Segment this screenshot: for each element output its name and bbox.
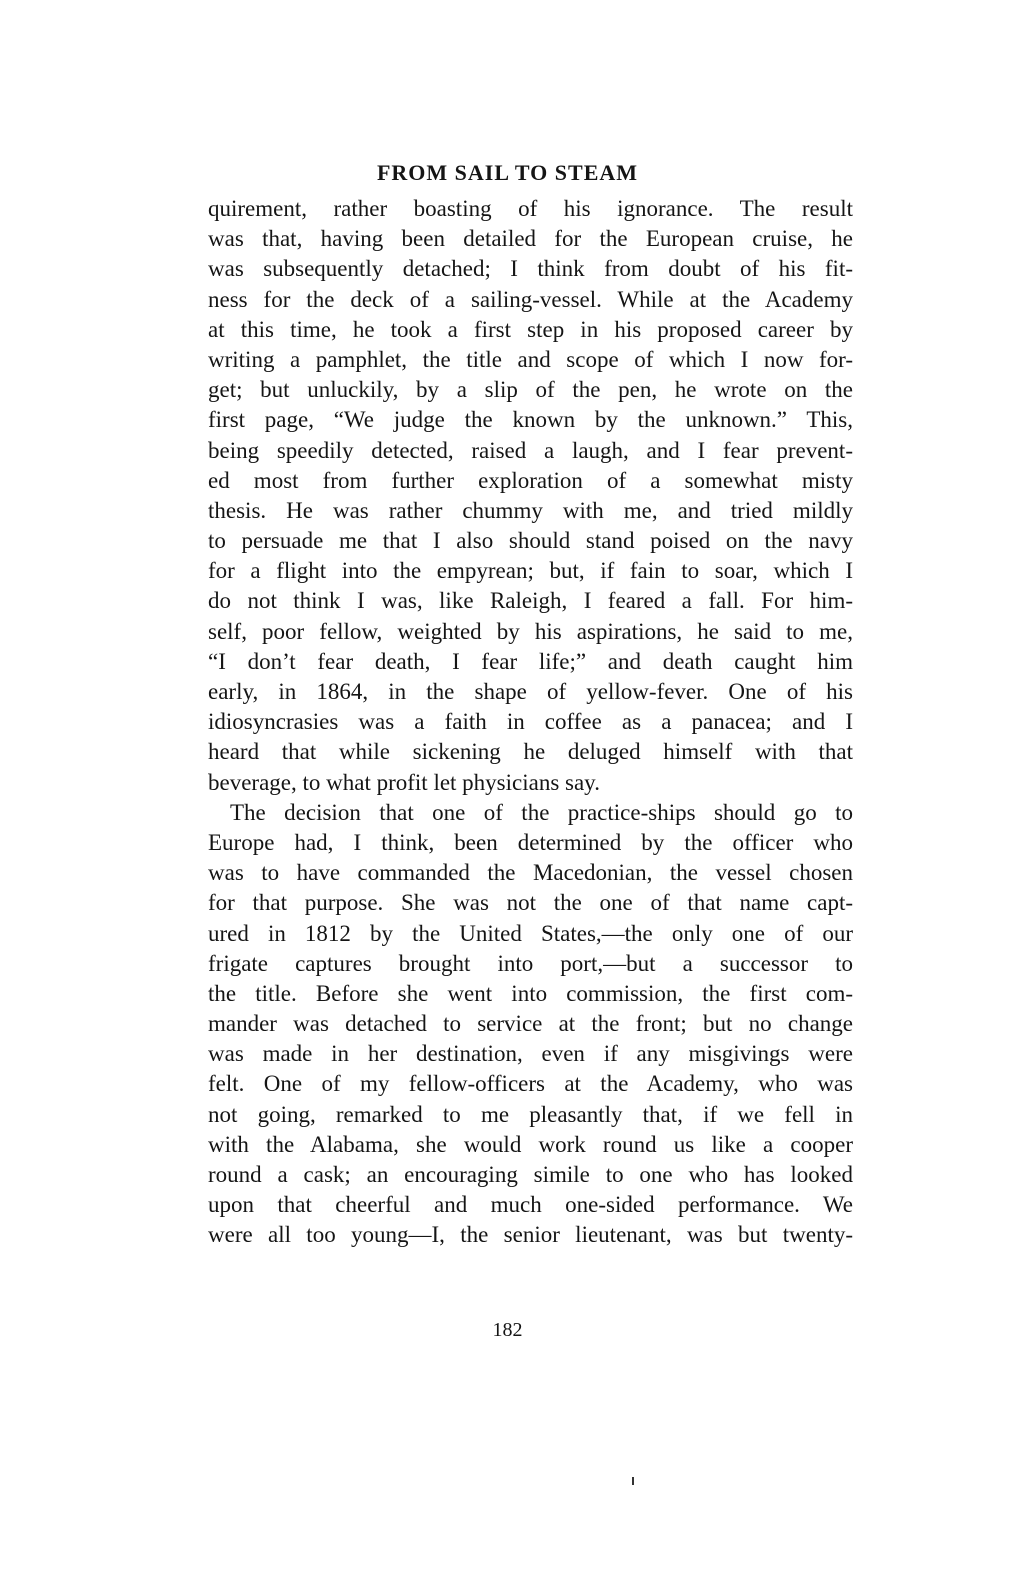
text-line: quirement, rather boasting of his ignorance. The result xyxy=(208,196,853,221)
body-text xyxy=(208,194,853,1251)
text-line: heard that while sickening he deluged himself with that xyxy=(208,739,853,765)
text-line: for a flight into the empyrean; but, if fain to soar, which I xyxy=(208,558,853,584)
text-line: early, in 1864, in the shape of yellow-fever. One of his xyxy=(208,679,853,704)
text-line: were all too young—I, the senior lieutenant, was but twenty- xyxy=(208,1222,853,1248)
text-line: first page, “We judge the known by the unknown.” This, xyxy=(208,407,853,433)
text-line: ured in 1812 by the United States,—the only one of our xyxy=(208,920,853,946)
text-line: upon that cheerful and much one-sided performance. We xyxy=(208,1192,853,1218)
text-line: was that, having been detailed for the European cruise, he xyxy=(208,226,853,252)
text-line: writing a pamphlet, the title and scope of which I now for- xyxy=(208,346,853,372)
text-line: ed most from further exploration of a somewhat misty xyxy=(208,467,853,493)
text-line: round a cask; an encouraging simile to one who has looked xyxy=(208,1162,853,1187)
text-line: “I don’t fear death, I fear life;” and death caught him xyxy=(208,648,853,674)
text-line: being speedily detected, raised a laugh, and I fear prevent- xyxy=(208,437,853,463)
text-line: for that purpose. She was not the one of that name capt- xyxy=(208,890,853,916)
scan-speck xyxy=(632,1477,634,1485)
text-line: at this time, he took a first step in his proposed career by xyxy=(208,316,853,342)
text-line: self, poor fellow, weighted by his aspirations, he said to me, xyxy=(208,618,853,644)
running-head: FROM SAIL TO STEAM xyxy=(376,160,639,185)
text-line: thesis. He was rather chummy with me, and tried mildly xyxy=(208,497,853,523)
text-line: mander was detached to service at the front; but no change xyxy=(208,1011,853,1037)
text-line: get; but unluckily, by a slip of the pen, he wrote on the xyxy=(208,377,853,403)
text-line: the title. Before she went into commission, the first com- xyxy=(208,980,853,1006)
text-line: not going, remarked to me pleasantly that, if we fell in xyxy=(208,1101,853,1127)
text-line: was made in her destination, even if any misgivings were xyxy=(208,1041,853,1067)
paragraph-end-line: beverage, to what profit let physicians say. xyxy=(208,769,600,795)
text-line: to persuade me that I also should stand poised on the navy xyxy=(208,528,853,554)
text-line: felt. One of my fellow-officers at the Academy, who was xyxy=(208,1071,853,1097)
text-line: do not think I was, like Raleigh, I feared a fall. For him- xyxy=(208,588,853,614)
text-line: was to have commanded the Macedonian, the vessel chosen xyxy=(208,860,853,886)
page-number: 182 xyxy=(492,1319,523,1341)
text-line: with the Alabama, she would work round us like a cooper xyxy=(208,1131,853,1157)
text-line: idiosyncrasies was a faith in coffee as a panacea; and I xyxy=(208,709,853,735)
text-line: was subsequently detached; I think from doubt of his fit- xyxy=(208,256,853,282)
paragraph-start-line: The decision that one of the practice-ships should go to xyxy=(230,799,853,825)
text-line: ness for the deck of a sailing-vessel. While at the Academy xyxy=(208,286,853,312)
text-line: Europe had, I think, been determined by the officer who xyxy=(208,829,853,855)
text-line: frigate captures brought into port,—but a successor to xyxy=(208,950,853,976)
